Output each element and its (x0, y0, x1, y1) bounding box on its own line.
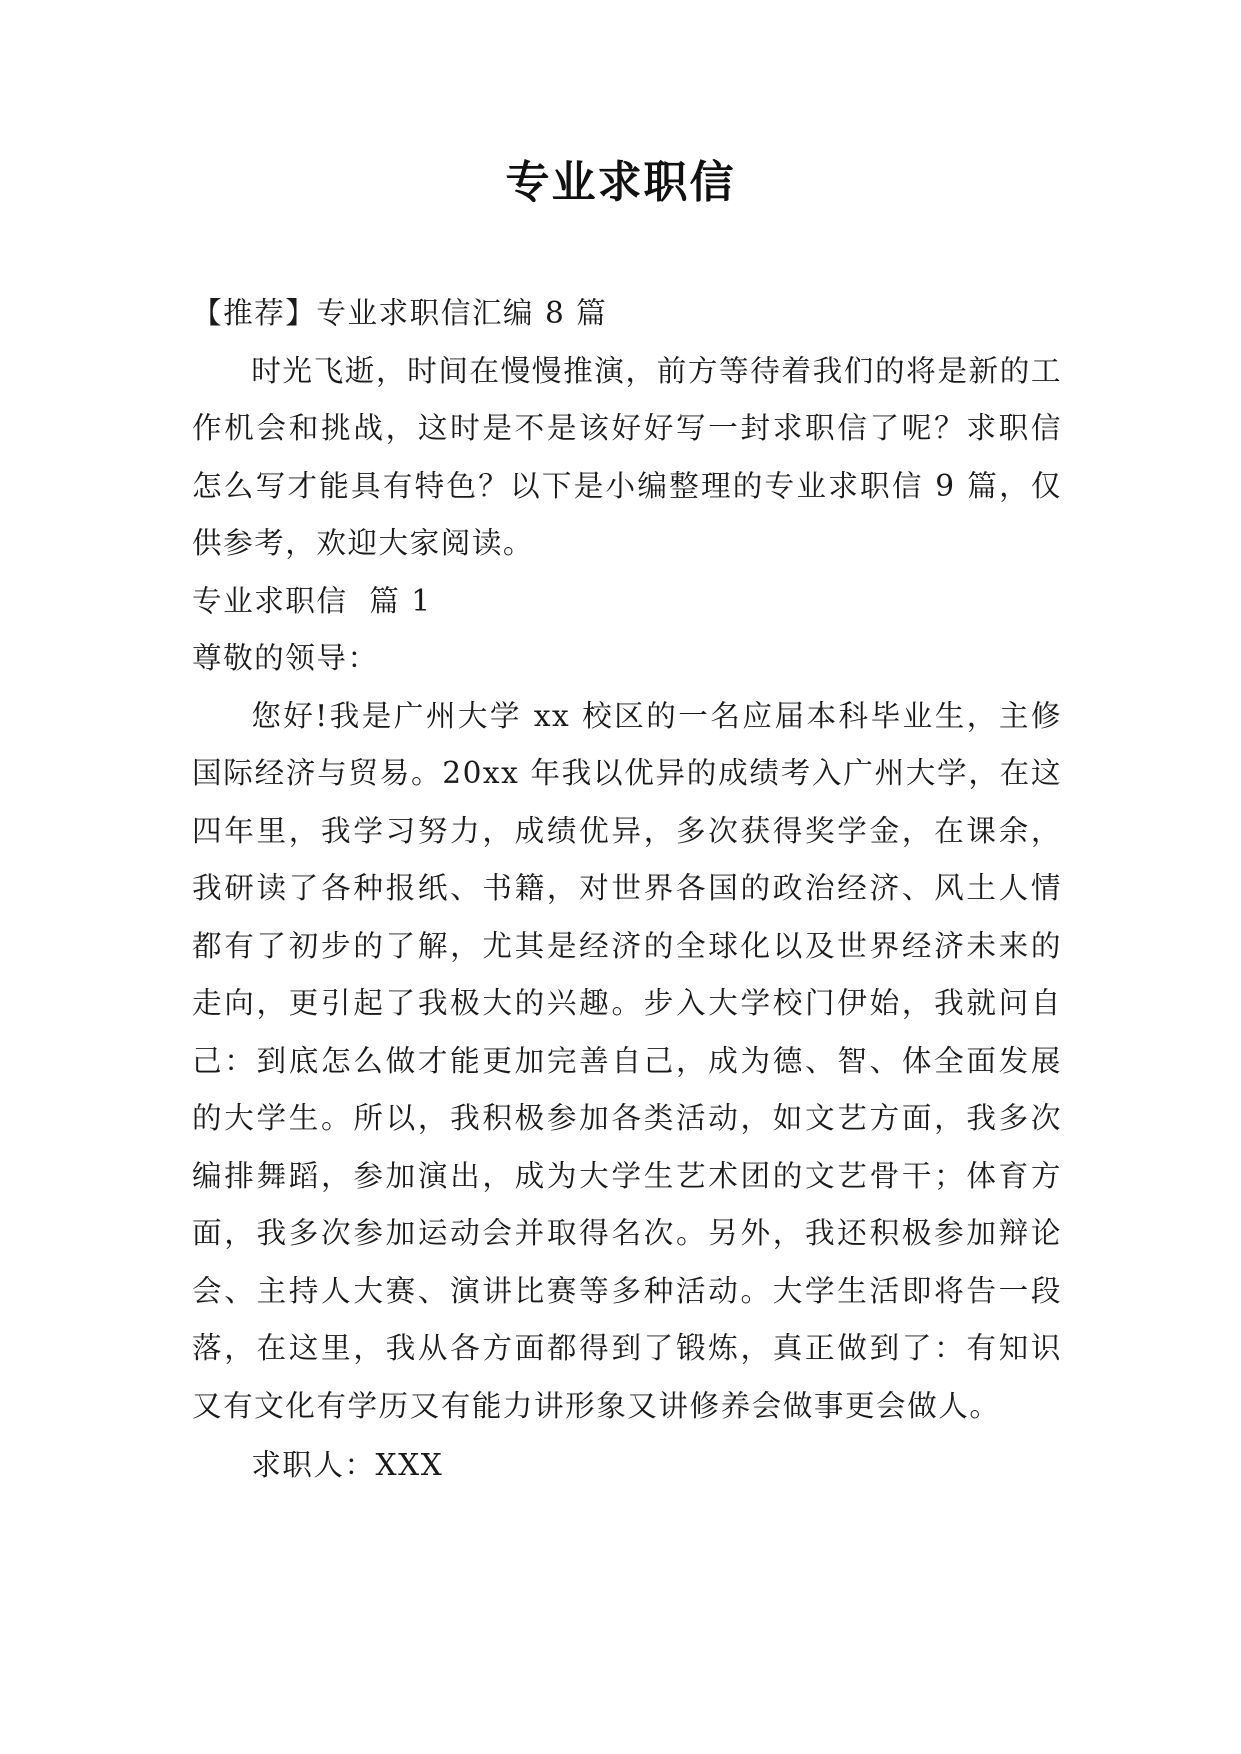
section-heading: 专业求职信 篇 1 (192, 583, 432, 618)
salutation: 尊敬的领导： (192, 641, 379, 675)
document-subtitle: 【推荐】专业求职信汇编 8 篇 (192, 296, 608, 330)
document-title: 专业求职信 (505, 157, 736, 208)
signature: 求职人：XXX (251, 1448, 444, 1482)
letter-paragraph: 您好!我是广州大学 xx 校区的一名应届本科毕业生，主修国际经济与贸易。20xx 年我以优异的成绩考入广州大学，在这四年里，我学习努力，成绩优异，多次获得奖学金，在课余，我研读了各种报纸、书籍，对世界各国的政治经济、风土人情都有了初步的了解，尤其是经济的全球化以及世界经济未来的走向，更引起了我极大的兴趣。步入大学校门伊始，我就问自己：到底怎么做才能更加完善自己，成为德、智、体全面发展的大学生。所以，我积极参加各类活动，如文艺方面，我多次编排舞蹈，参加演出，成为大学生艺术团的文艺骨干；体育方面，我多次参加运动会并取得名次。另外，我还积极参加辩论会、主持人大赛、演讲比赛等多种活动。大学生活即将告一段落，在这里，我从各方面都得到了锻炼，真正做到了：有知识又有文化有学历又有能力讲形象又讲修养会做事更会做人。 (192, 698, 1062, 1423)
document-body (192, 285, 1062, 1495)
intro-paragraph: 时光飞逝，时间在慢慢推演，前方等待着我们的将是新的工作机会和挑战，这时是不是该好好写一封求职信了呢？求职信怎么写才能具有特色？以下是小编整理的专业求职信 9 篇，仅供参考，欢迎大家阅读。 (192, 353, 1062, 560)
